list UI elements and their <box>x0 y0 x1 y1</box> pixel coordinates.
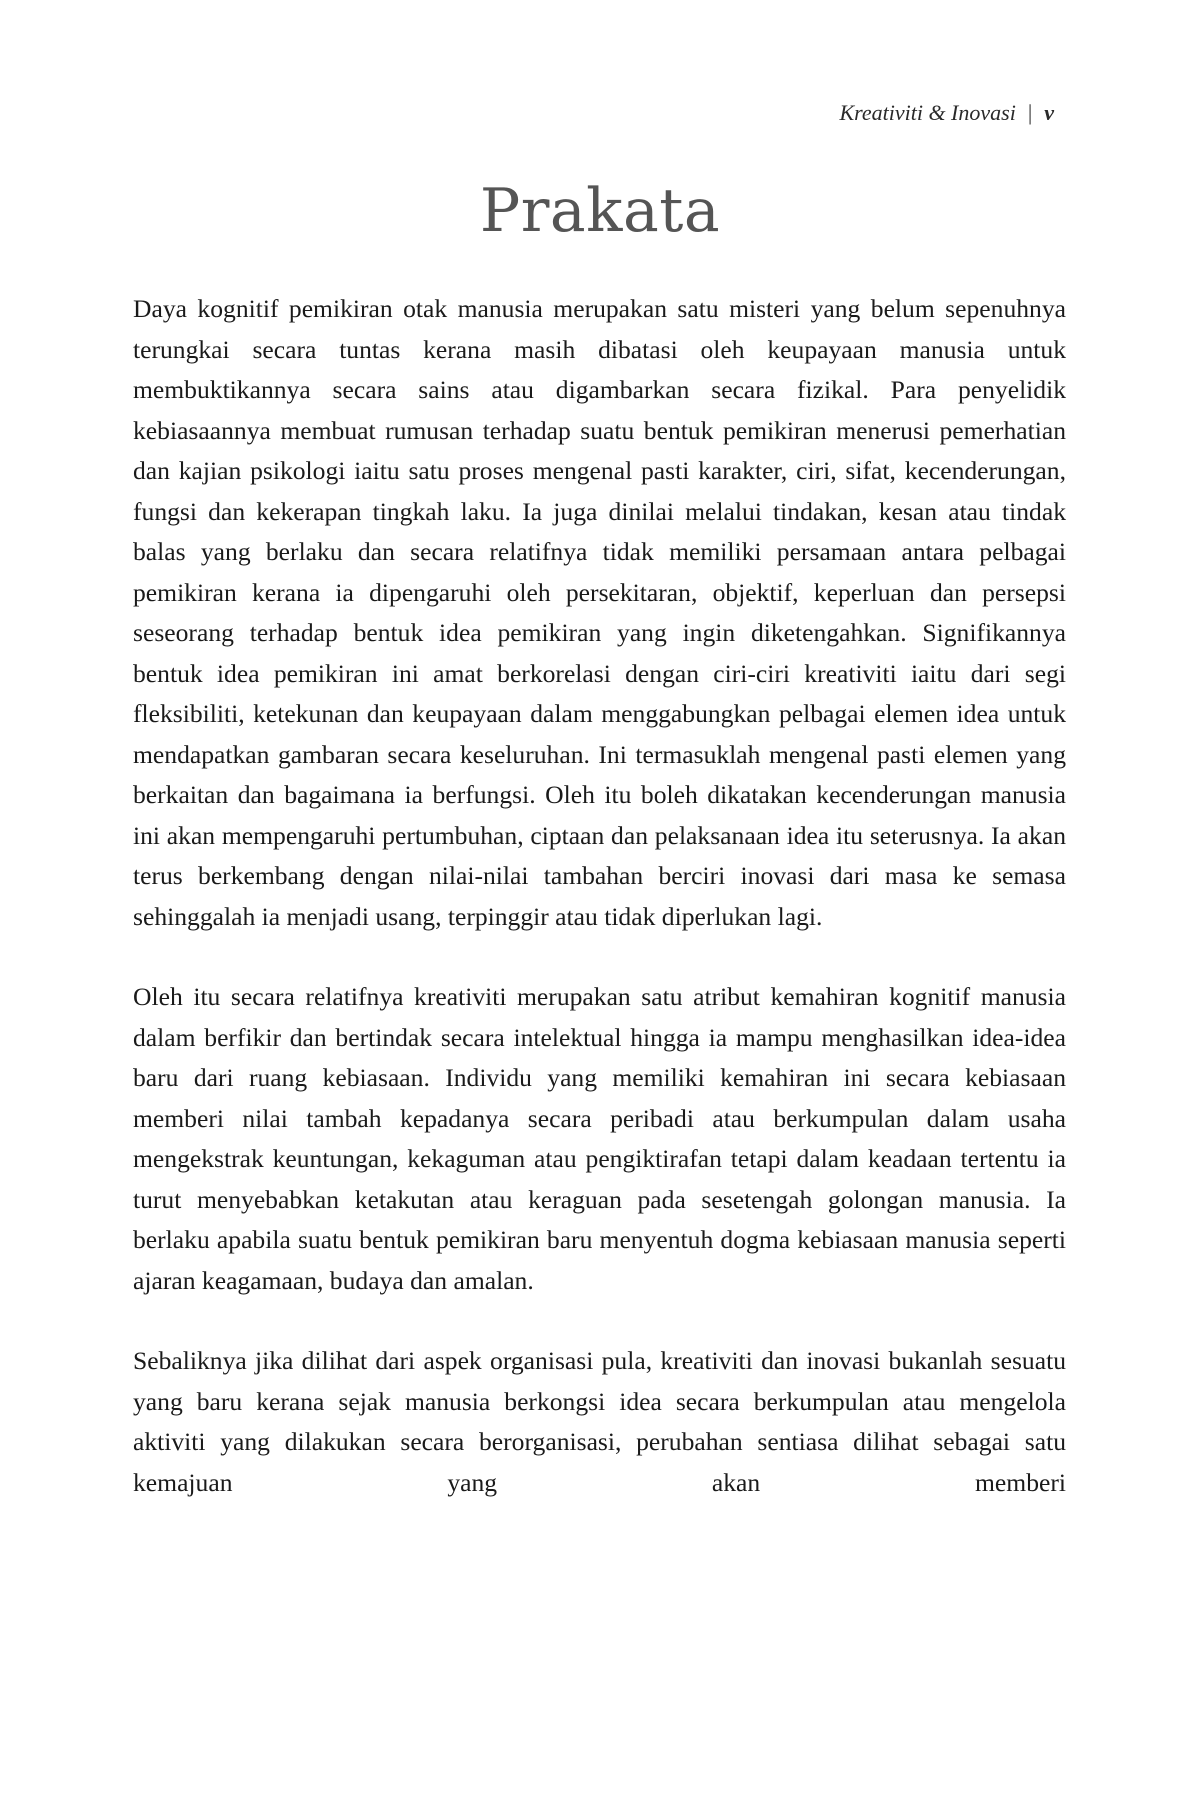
running-header-book-title: Kreativiti & Inovasi <box>839 100 1016 125</box>
body-text <box>133 289 1066 1543</box>
paragraph-1: Daya kognitif pemikiran otak manusia merupakan satu misteri yang belum sepenuhnya terungkai secara tuntas kerana masih dibatasi oleh keupayaan manusia untuk membuktikannya secara sains atau digambarkan secara fizikal. Para penyelidik kebiasaannya membuat rumusan terhadap suatu bentuk pemikiran menerusi pemerhatian dan kajian psikologi iaitu satu proses mengenal pasti karakter, ciri, sifat, kecenderungan, fungsi dan kekerapan tingkah laku. Ia juga dinilai melalui tindakan, kesan atau tindak balas yang berlaku dan secara relatifnya tidak memiliki persamaan antara pelbagai pemikiran kerana ia dipengaruhi oleh persekitaran, objektif, keperluan dan persepsi seseorang terhadap bentuk idea pemikiran yang ingin diketengahkan. Signifikannya bentuk idea pemikiran ini amat berkorelasi dengan ciri-ciri kreativiti iaitu dari segi fleksibiliti, ketekunan dan keupayaan dalam menggabungkan pelbagai elemen idea untuk mendapatkan gambaran secara keseluruhan. Ini termasuklah mengenal pasti elemen yang berkaitan dan bagaimana ia berfungsi. Oleh itu boleh dikatakan kecenderungan manusia ini akan mempengaruhi pertumbuhan, ciptaan dan pelaksanaan idea itu seterusnya. Ia akan terus berkembang dengan nilai-nilai tambahan berciri inovasi dari masa ke semasa sehinggalah ia menjadi usang, terpinggir atau tidak diperlukan lagi. <box>133 294 1066 931</box>
running-header <box>839 100 1054 126</box>
running-header-separator: | <box>1027 100 1033 125</box>
page-number: v <box>1044 100 1054 125</box>
paragraph-2: Oleh itu secara relatifnya kreativiti merupakan satu atribut kemahiran kognitif manusia dalam berfikir dan bertindak secara intelektual hingga ia mampu menghasilkan idea-idea baru dari ruang kebiasaan. Individu yang memiliki kemahiran ini secara kebiasaan memberi nilai tambah kepadanya secara peribadi atau berkumpulan dalam usaha mengekstrak keuntungan, kekaguman atau pengiktirafan tetapi dalam keadaan tertentu ia turut menyebabkan ketakutan atau keraguan pada sesetengah golongan manusia. Ia berlaku apabila suatu bentuk pemikiran baru menyentuh dogma kebiasaan manusia seperti ajaran keagamaan, budaya dan amalan. <box>133 982 1066 1295</box>
paragraph-3: Sebaliknya jika dilihat dari aspek organisasi pula, kreativiti dan inovasi bukanlah sesuatu yang baru kerana sejak manusia berkongsi idea secara berkumpulan atau mengelola aktiviti yang dilakukan secara berorganisasi, perubahan sentiasa dilihat sebagai satu kemajuan yang akan memberi <box>133 1346 1066 1497</box>
chapter-title: Prakata <box>479 176 721 246</box>
